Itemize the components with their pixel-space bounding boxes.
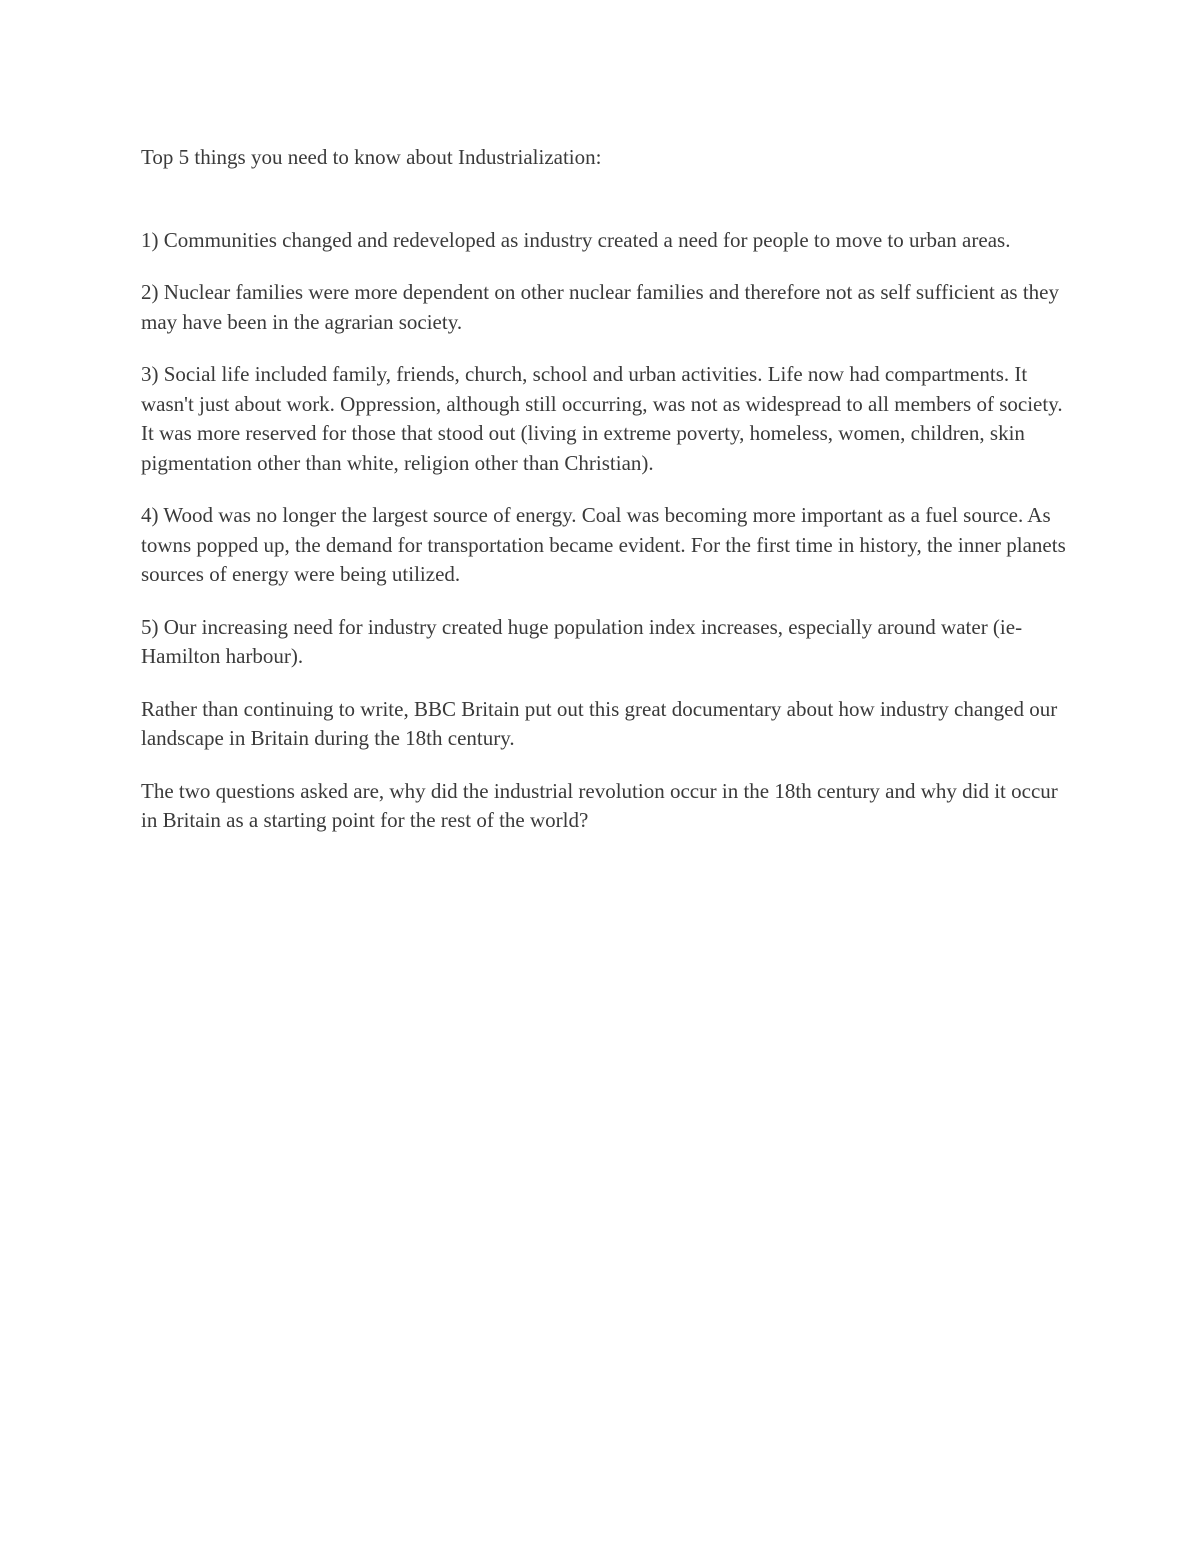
document-body bbox=[141, 143, 1066, 859]
list-item: 4) Wood was no longer the largest source of energy. Coal was becoming more important as a fuel source. As towns popped up, the demand for transportation became evident. For the first time in history, the inner planets sources of energy were being utilized. bbox=[141, 503, 1066, 586]
document-title: Top 5 things you need to know about Industrialization: bbox=[141, 145, 602, 169]
closing-paragraph: The two questions asked are, why did the industrial revolution occur in the 18th century and why did it occur in Britain as a starting point for the rest of the world? bbox=[141, 778, 1058, 832]
closing-paragraph: Rather than continuing to write, BBC Britain put out this great documentary about how industry changed our landscape in Britain during the 18th century. bbox=[141, 696, 1058, 750]
list-item: 3) Social life included family, friends, church, school and urban activities. Life now had compartments. It wasn't just about work. Oppression, although still occurring, was not as widespread to all members of society. It was more reserved for those that stood out (living in extreme poverty, homeless, women, children, skin pigmentation other than white, religion other than Christian). bbox=[141, 362, 1063, 475]
list-item: 2) Nuclear families were more dependent on other nuclear families and therefore not as self sufficient as they may have been in the agrarian society. bbox=[141, 280, 1059, 334]
list-item: 5) Our increasing need for industry created huge population index increases, especially around water (ie- Hamilton harbour). bbox=[141, 614, 1023, 668]
list-item: 1) Communities changed and redeveloped as industry created a need for people to move to urban areas. bbox=[141, 227, 1011, 252]
